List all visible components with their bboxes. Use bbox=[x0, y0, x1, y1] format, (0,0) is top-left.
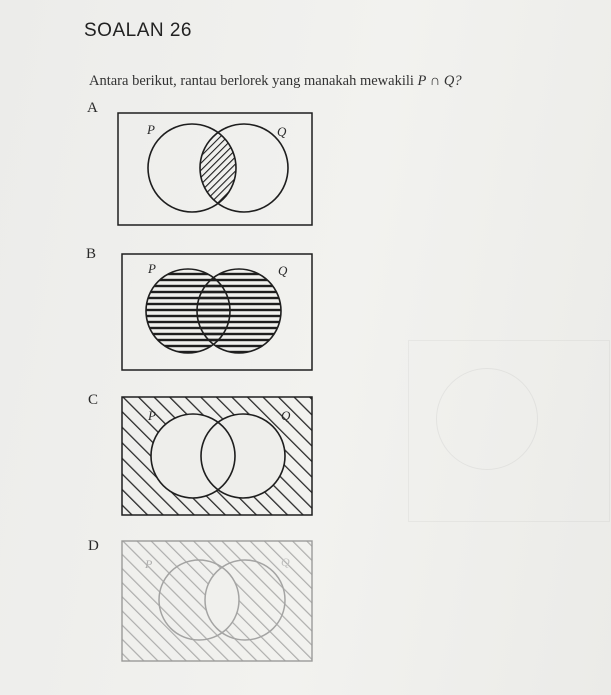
option-d-letter[interactable]: D bbox=[88, 538, 99, 554]
option-a-letter[interactable]: A bbox=[87, 100, 98, 116]
background-faint-circle bbox=[436, 368, 538, 470]
option-a-label-p: P bbox=[147, 122, 155, 137]
question-text bbox=[89, 73, 462, 90]
option-c-label-p: P bbox=[148, 408, 156, 423]
option-b-label-q: Q bbox=[278, 263, 288, 278]
option-a-label-q: Q bbox=[277, 124, 287, 139]
option-b-letter[interactable]: B bbox=[86, 246, 97, 262]
option-c-letter[interactable]: C bbox=[88, 392, 99, 408]
question-number: SOALAN 26 bbox=[84, 20, 192, 41]
option-d-label-p: P bbox=[145, 557, 153, 571]
option-d-label-q: Q bbox=[281, 555, 290, 569]
question-stem: Antara berikut, rantau berlorek yang manakah mewakili bbox=[89, 73, 414, 89]
option-b-venn-diagram[interactable] bbox=[121, 253, 313, 371]
option-c-venn-diagram[interactable] bbox=[121, 396, 313, 516]
question-expression: P ∩ Q? bbox=[417, 73, 462, 89]
option-d-venn-diagram[interactable] bbox=[121, 540, 313, 662]
option-a-venn-diagram[interactable] bbox=[117, 112, 313, 226]
option-c-label-q: Q bbox=[281, 408, 291, 423]
option-b-label-p: P bbox=[148, 261, 156, 276]
